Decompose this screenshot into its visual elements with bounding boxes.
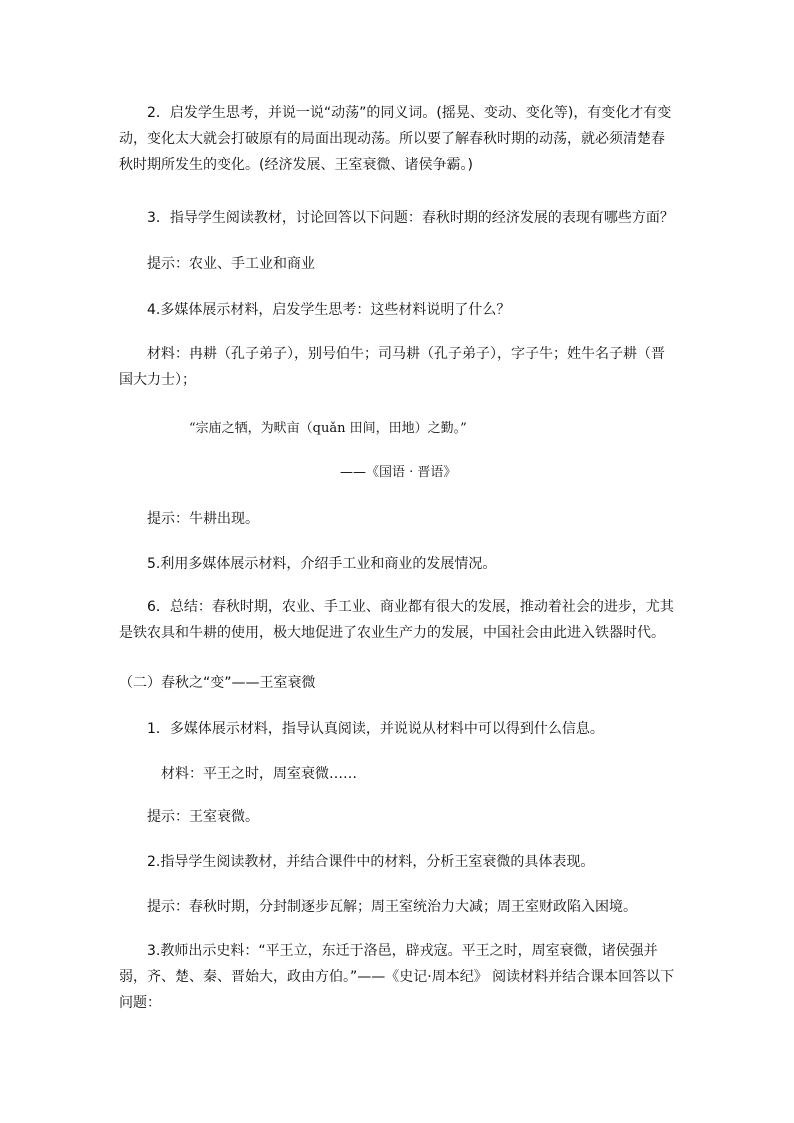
paragraph-historical-source: 3.教师出示史料：“平王立，东迁于洛邑，辟戎寇。平王之时，周室衰微，诸侯强并弱，齐、楚、秦、晋始大，政由方伯。”——《史记·周本纪》 阅读材料并结合课本回答以下问题： <box>119 943 675 1011</box>
paragraph-hint-ox-plowing: 提示：牛耕出现。 <box>147 511 259 527</box>
paragraph-hint-agriculture: 提示：农业、手工业和商业 <box>147 256 315 272</box>
paragraph-multimedia-material: 4.多媒体展示材料，启发学生思考：这些材料说明了什么？ <box>147 302 511 318</box>
paragraph-material-pingwang: 材料：平王之时，周室衰微…… <box>161 766 357 782</box>
paragraph-handicraft-commerce: 5.利用多媒体展示材料，介绍手工业和商业的发展情况。 <box>147 556 497 572</box>
paragraph-material-names: 材料：冉耕（孔子弟子），别号伯牛；司马耕（孔子弟子），字子牛；姓牛名子耕（晋国大力士）； <box>119 346 665 388</box>
quote-guoyu: “宗庙之牺，为畎亩（quǎn 田间，田地）之勤。” <box>189 421 467 436</box>
quote-attribution-guoyu: ——《国语 · 晋语》 <box>340 465 457 480</box>
paragraph-summary: 6．总结：春秋时期，农业、手工业、商业都有很大的发展，推动着社会的进步，尤其是铁农具和牛耕的使用，极大地促进了农业生产力的发展，中国社会由此进入铁器时代。 <box>119 599 674 641</box>
paragraph-discuss-turmoil: 2．启发学生思考，并说一说“动荡”的同义词。(摇晃、变动、变化等)，有变化才有变动，变化太大就会打破原有的局面出现动荡。所以要了解春秋时期的动荡，就必须清楚春秋时期所发生的变化。(经济发展、王室衰微、诸侯争霸。) <box>119 105 672 173</box>
paragraph-economic-question: 3．指导学生阅读教材，讨论回答以下问题：春秋时期的经济发展的表现有哪些方面？ <box>147 210 674 226</box>
paragraph-read-material: 1．多媒体展示材料，指导认真阅读，并说说从材料中可以得到什么信息。 <box>147 721 604 737</box>
paragraph-hint-decline-details: 提示：春秋时期，分封制逐步瓦解；周王室统治力大减；周王室财政陷入困境。 <box>147 899 637 915</box>
section-heading-royal-decline: （二）春秋之“变”——王室衰微 <box>119 675 316 691</box>
paragraph-hint-royal-decline: 提示：王室衰微。 <box>147 809 259 825</box>
paragraph-analyze-decline: 2.指导学生阅读教材，并结合课件中的材料，分析王室衰微的具体表现。 <box>147 854 595 870</box>
